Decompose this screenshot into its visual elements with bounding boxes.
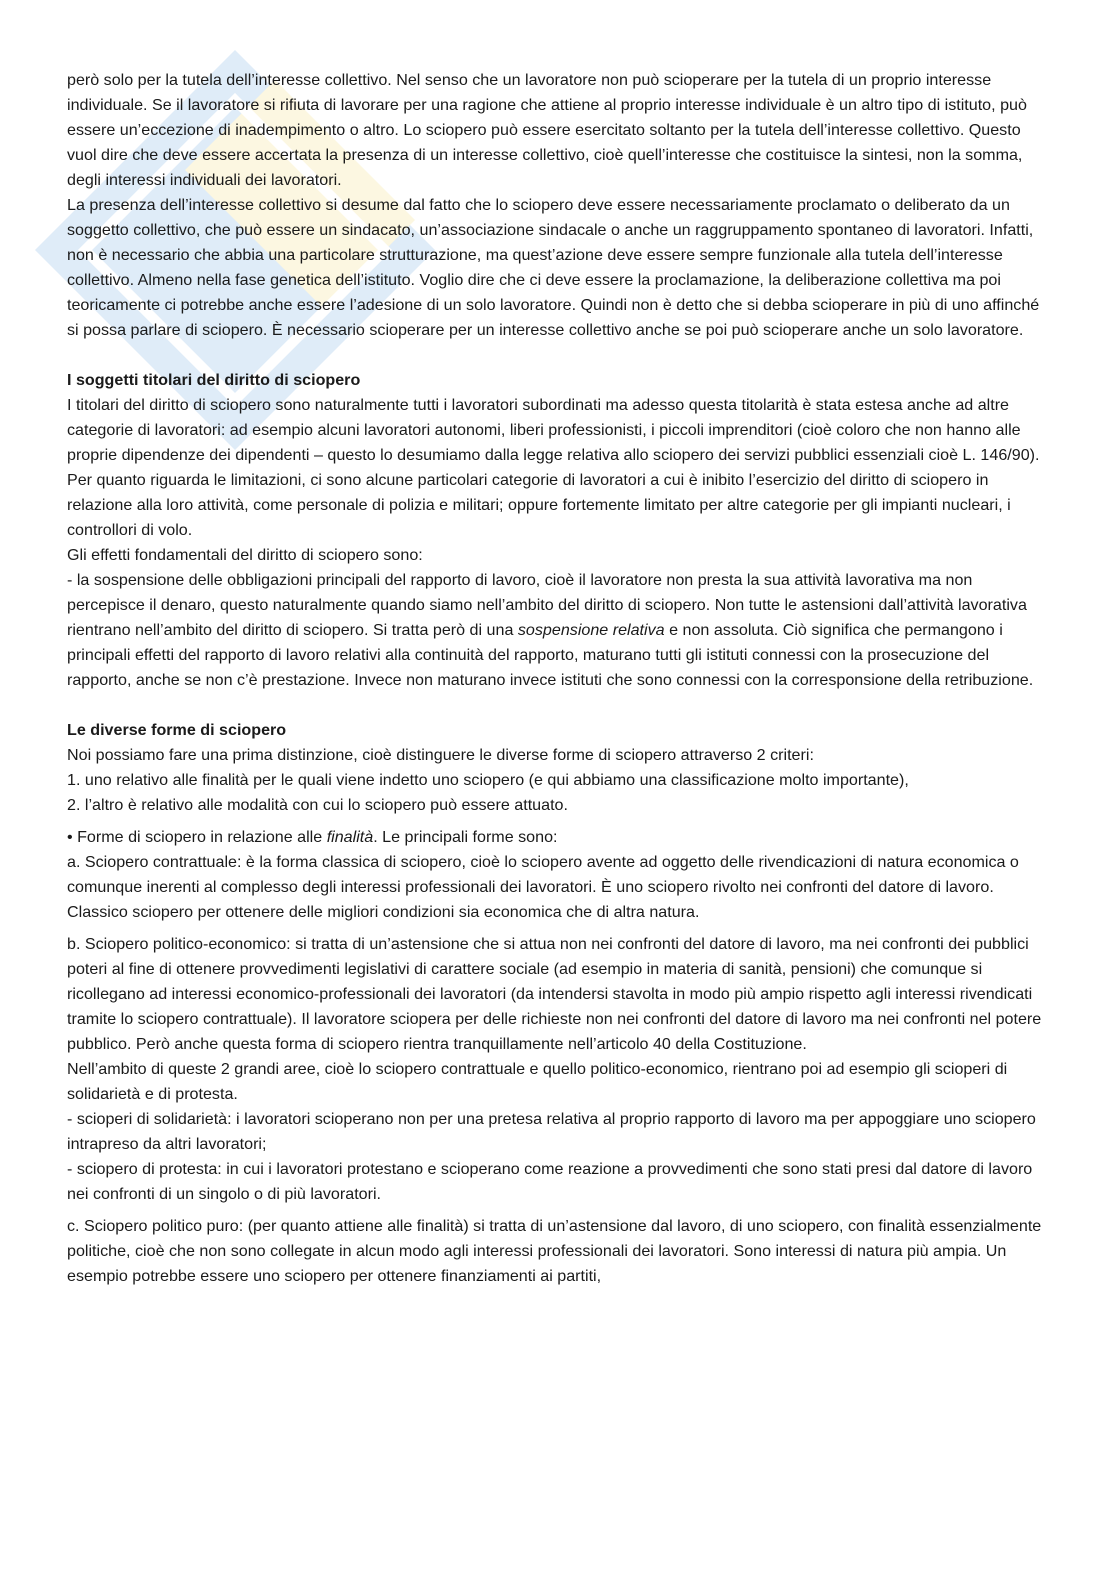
item-b-paragraph-2: Nell’ambito di queste 2 grandi aree, cioè lo sciopero contrattuale e quello politico-economico, rientrano poi ad esempio gli scioperi di solidarietà e di protesta. (67, 1060, 1008, 1103)
intro-paragraph-2: La presenza dell’interesse collettivo si desume dal fatto che lo sciopero deve essere necessariamente proclamato o deliberato da un soggetto collettivo, che può essere un sindacato, un’associazione sindacale o anche un raggruppamento spontaneo di lavoratori. Infatti, non è necessario che abbia una particolare strutturazione, ma quest’azione deve essere sempre funzionale alla tutela dell’interesse collettivo. Almeno nella fase genetica dell’istituto. Voglio dire che ci deve essere la proclamazione, la deliberazione collettiva ma poi teoricamente ci potrebbe anche essere l’adesione di un solo lavoratore. Quindi non è detto che si debba scioperare in più di uno affinché si possa parlare di sciopero. È necessario scioperare per un interesse collettivo anche se poi può scioperare anche un solo lavoratore. (67, 196, 1040, 339)
document-body (67, 68, 1047, 1289)
soggetti-paragraph-1: I titolari del diritto di sciopero sono naturalmente tutti i lavoratori subordinati ma adesso questa titolarità è stata estesa anche ad altre categorie di lavoratori: ad esempio alcuni lavoratori autonomi, liberi professionisti, i piccoli imprenditori (cioè coloro che non hanno alle proprie dipendenze dei dipendenti – questo lo desumiamo dalla legge relativa allo sciopero dei servizi pubblici essenziali cioè L. 146/90). (67, 396, 1040, 464)
intro-paragraph-1: però solo per la tutela dell’interesse collettivo. Nel senso che un lavoratore non può scioperare per la tutela di un proprio interesse individuale. Se il lavoratore si rifiuta di lavorare per una ragione che attiene al proprio interesse individuale è un altro tipo di istituto, può essere un’eccezione di inadempimento o altro. Lo sciopero può essere esercitato soltanto per la tutela dell’interesse collettivo. Questo vuol dire che deve essere accertata la presenza di un interesse collettivo, cioè quell’interesse che costituisce la sintesi, non la somma, degli interessi individuali dei lavoratori. (67, 71, 1027, 189)
section-heading-soggetti: I soggetti titolari del diritto di sciopero (67, 371, 361, 389)
item-b-solidarieta: - scioperi di solidarietà: i lavoratori scioperano non per una pretesa relativa al proprio rapporto di lavoro ma per appoggiare uno sciopero intrapreso da altri lavoratori; (67, 1110, 1036, 1153)
bullet-text-part-2: . Le principali forme sono: (373, 828, 558, 846)
forme-list-item-1: 1. uno relativo alle finalità per le quali viene indetto uno sciopero (e qui abbiamo una classificazione molto importante), (67, 771, 909, 789)
finalita-bullet (67, 825, 1047, 850)
forme-list-item-2: 2. l’altro è relativo alle modalità con cui lo sciopero può essere attuato. (67, 796, 568, 814)
item-a-sciopero-contrattuale: a. Sciopero contrattuale: è la forma classica di sciopero, cioè lo sciopero avente ad oggetto delle rivendicazioni di natura economica o comunque inerenti al complesso degli interessi professionali dei lavoratori. È uno sciopero rivolto nei confronti del datore di lavoro. Classico sciopero per ottenere delle migliori condizioni sia economica che di altra natura. (67, 853, 1019, 921)
soggetti-paragraph-2: Per quanto riguarda le limitazioni, ci sono alcune particolari categorie di lavoratori a cui è inibito l’esercizio del diritto di sciopero in relazione alla loro attività, come personale di polizia e militari; oppure fortemente limitato per altre categorie per gli impianti nucleari, i controllori di volo. (67, 471, 1011, 539)
item-c-sciopero-politico-puro: c. Sciopero politico puro: (per quanto attiene alle finalità) si tratta di un’astensione dal lavoro, di uno sciopero, con finalità essenzialmente politiche, cioè che non sono collegate in alcun modo agli interessi professionali dei lavoratori. Sono interessi di natura più ampia. Un esempio potrebbe essere uno sciopero per ottenere finanziamenti ai partiti, (67, 1217, 1042, 1285)
bullet-emphasis: finalità (326, 828, 374, 846)
item-b-protesta: - sciopero di protesta: in cui i lavoratori protestano e scioperano come reazione a provvedimenti che sono stati presi dal datore di lavoro nei confronti di un singolo o di più lavoratori. (67, 1160, 1033, 1203)
soggetti-paragraph-3: Gli effetti fondamentali del diritto di sciopero sono: (67, 546, 423, 564)
soggetti-paragraph-4 (67, 568, 1047, 693)
section-heading-forme: Le diverse forme di sciopero (67, 721, 287, 739)
forme-paragraph-1: Noi possiamo fare una prima distinzione, cioè distinguere le diverse forme di sciopero attraverso 2 criteri: (67, 746, 814, 764)
item-b-sciopero-politico-economico: b. Sciopero politico-economico: si tratta di un’astensione che si attua non nei confronti del datore di lavoro, ma nei confronti dei pubblici poteri al fine di ottenere provvedimenti legislativi di carattere sociale (ad esempio in materia di sanità, pensioni) che comunque si ricollegano ad interessi economico-professionali dei lavoratori (da intendersi stavolta in modo più ampio rispetto agli interessi rivendicati tramite lo sciopero contrattuale). Il lavoratore sciopera per delle richieste non nei confronti del datore di lavoro ma nei confronti nel potere pubblico. Però anche questa forma di sciopero rientra tranquillamente nell’articolo 40 della Costituzione. (67, 935, 1042, 1053)
effects-emphasis: sospensione relativa (517, 621, 665, 639)
bullet-text-part-1: • Forme di sciopero in relazione alle (67, 828, 327, 846)
effects-text-part-2: e non assoluta. Ciò significa che permangono i principali effetti del rapporto di lavoro relativi alla continuità del rapporto, maturano tutti gli istituti connessi con la prosecuzione del rapporto, anche se non c’è prestazione. Invece non maturano invece istituti che sono connessi con la corresponsione della retribuzione. (67, 621, 1034, 689)
effects-text-part-1: - la sospensione delle obbligazioni principali del rapporto di lavoro, cioè il lavoratore non presta la sua attività lavorativa ma non percepisce il denaro, questo naturalmente quando siamo nell’ambito del diritto di sciopero. Non tutte le astensioni dall’attività lavorativa rientrano nell’ambito del diritto di sciopero. Si tratta però di una (67, 571, 1027, 639)
